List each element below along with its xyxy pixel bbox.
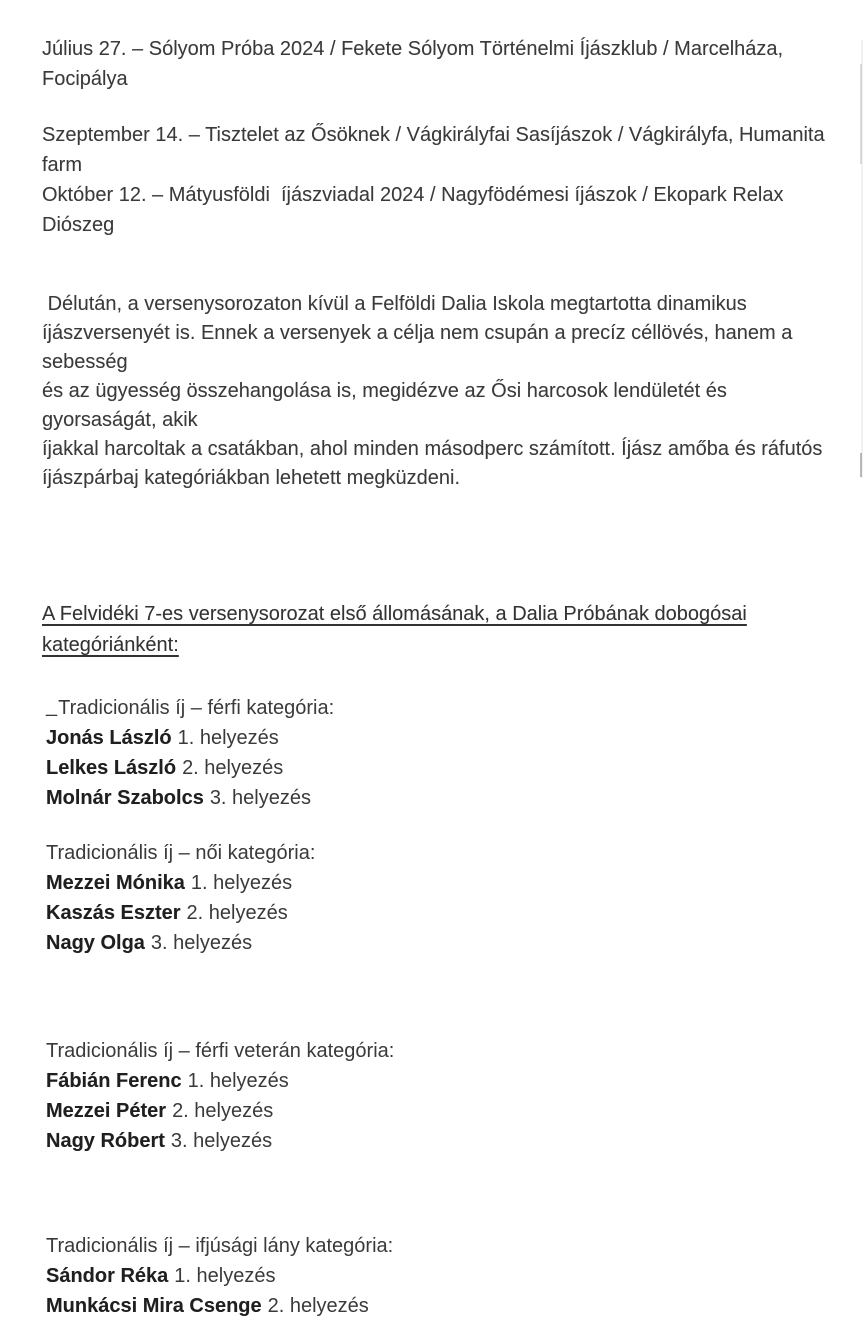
- results-heading: [42, 599, 827, 661]
- category-block-trad-ferfi-veteran: [46, 1036, 827, 1156]
- result-name: Molnár Szabolcs: [46, 787, 204, 809]
- category-title-text: Tradicionális íj – férfi veterán kategória:: [46, 1040, 395, 1062]
- result-place: 1. helyezés: [174, 1265, 276, 1287]
- result-place: 3. helyezés: [209, 787, 311, 809]
- schedule-line: Szeptember 14. – Tisztelet az Ősöknek / Vágkirályfai Sasíjászok / Vágkirályfa, Humanita farm: [42, 124, 831, 176]
- intro-paragraph: [42, 290, 827, 493]
- result-entry: [46, 868, 827, 898]
- result-place: 1. helyezés: [190, 872, 293, 894]
- category-title-text: Tradicionális íj – női kategória:: [46, 842, 316, 864]
- result-entry: [46, 1066, 827, 1096]
- result-name: Mezzei Péter: [46, 1100, 167, 1122]
- result-place: 1. helyezés: [187, 1070, 289, 1092]
- category-title: [46, 1231, 827, 1261]
- scan-artifact-line: [860, 64, 862, 164]
- paragraph-line: íjászpárbaj kategóriákban lehetett megküzdeni.: [42, 467, 461, 489]
- scan-artifact-line: [860, 453, 862, 477]
- result-entry: [46, 753, 827, 783]
- paragraph-line: Délután, a versenysorozaton kívül a Felföldi Dalia Iskola megtartotta dinamikus: [42, 293, 747, 315]
- result-place: 2. helyezés: [267, 1295, 369, 1317]
- event-schedule: [42, 34, 831, 240]
- category-title: [46, 1036, 827, 1066]
- result-place: 2. helyezés: [186, 902, 288, 924]
- result-name: Sándor Réka: [46, 1265, 169, 1287]
- result-name: Kaszás Eszter: [46, 902, 181, 924]
- result-entry: [46, 1126, 827, 1156]
- category-title-text: Tradicionális íj – ifjúsági lány kategória:: [46, 1235, 394, 1257]
- schedule-line: Október 12. – Mátyusföldi íjászviadal 2024 / Nagyfödémesi íjászok / Ekopark Relax Diószeg: [42, 184, 790, 236]
- result-name: Nagy Róbert: [46, 1130, 165, 1152]
- result-entry: [46, 1096, 827, 1126]
- category-title: [46, 838, 827, 868]
- result-name: Jonás László: [46, 727, 172, 749]
- result-entry: [46, 898, 827, 928]
- category-block-trad-ferfi: [46, 693, 827, 813]
- result-name: Mezzei Mónika: [46, 872, 185, 894]
- result-entry: [46, 1291, 827, 1321]
- paragraph-line: íjászversenyét is. Ennek a versenyek a célja nem csupán a precíz céllövés, hanem a sebesség: [42, 322, 798, 373]
- result-place: 2. helyezés: [182, 757, 284, 779]
- result-name: Nagy Olga: [46, 932, 145, 954]
- schedule-line: Július 27. – Sólyom Próba 2024 / Fekete Sólyom Történelmi Íjászklub / Marcelháza, Focipálya: [42, 38, 789, 90]
- results-heading-line: A Felvidéki 7-es versenysorozat első állomásának, a Dalia Próbának dobogósai: [42, 603, 747, 625]
- paragraph-line: íjakkal harcoltak a csatákban, ahol minden másodperc számított. Íjász amőba és ráfutós: [42, 438, 823, 460]
- result-entry: [46, 723, 827, 753]
- result-place: 1. helyezés: [177, 727, 279, 749]
- result-entry: [46, 928, 827, 958]
- result-entry: [46, 783, 827, 813]
- underscore-mark: _: [46, 695, 58, 717]
- result-place: 2. helyezés: [172, 1100, 274, 1122]
- result-place: 3. helyezés: [170, 1130, 273, 1152]
- category-title: [46, 693, 827, 723]
- result-place: 3. helyezés: [150, 932, 253, 954]
- category-title-text: Tradicionális íj – férfi kategória:: [58, 697, 335, 719]
- result-entry: [46, 1261, 827, 1291]
- results-heading-line: kategóriánként:: [42, 634, 179, 656]
- result-name: Lelkes László: [46, 757, 177, 779]
- category-block-trad-ifjusagi-lany: [46, 1231, 827, 1321]
- paragraph-line: és az ügyesség összehangolása is, megidézve az Ősi harcosok lendületét és gyorsaságát, akik: [42, 380, 733, 431]
- category-block-trad-noi: [46, 838, 827, 958]
- result-name: Fábián Ferenc: [46, 1070, 182, 1092]
- result-name: Munkácsi Mira Csenge: [46, 1295, 262, 1317]
